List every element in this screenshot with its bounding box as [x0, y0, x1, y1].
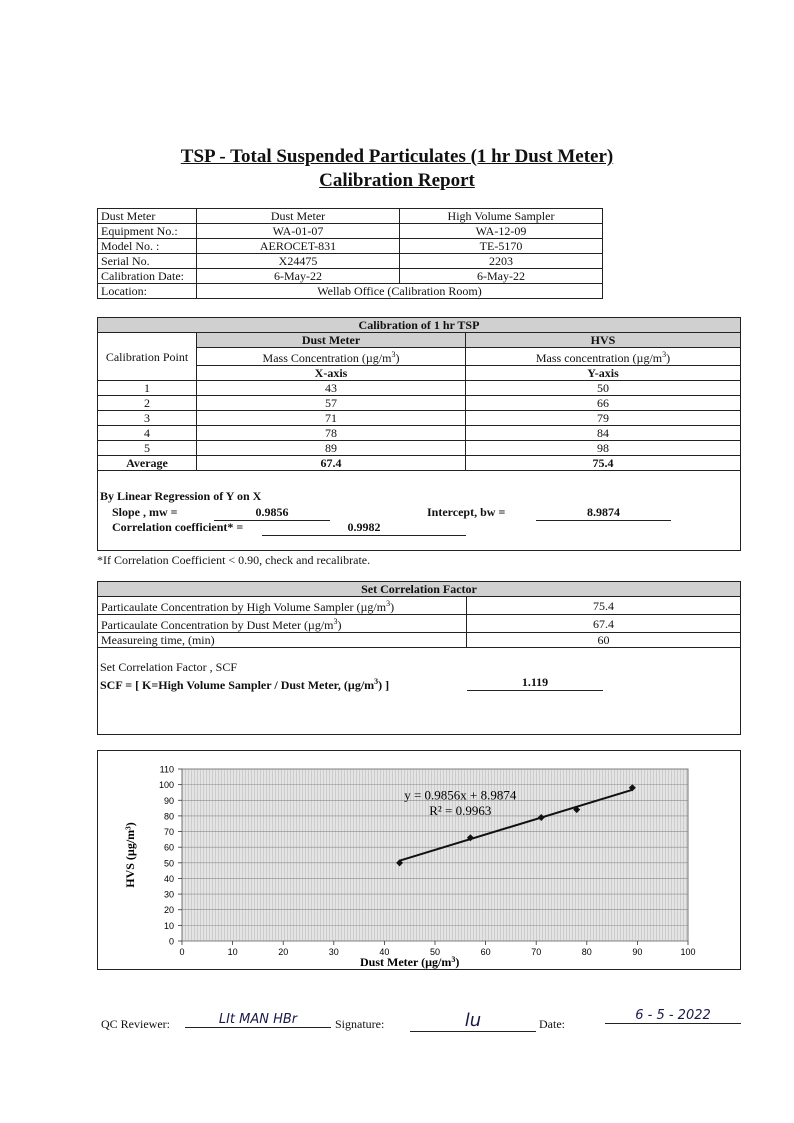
x-tick-label: 0 — [179, 947, 185, 957]
table-row — [98, 396, 741, 411]
table-cell: Dust Meter — [98, 209, 197, 224]
y-axis-label: Y-axis — [466, 366, 741, 381]
x-tick-label: 100 — [680, 947, 696, 957]
table-cell: 2 — [98, 396, 197, 411]
table-cell: Dust Meter — [197, 209, 400, 224]
x-tick-label: 20 — [278, 947, 289, 957]
y-tick-label: 110 — [159, 764, 174, 775]
table-row — [98, 633, 741, 648]
x-tick-label: 30 — [328, 947, 339, 957]
table-row — [98, 597, 741, 615]
qc-reviewer-label: QC Reviewer: — [101, 1017, 170, 1031]
y-tick-label: 20 — [163, 905, 174, 916]
table-row — [98, 269, 603, 284]
table-cell: 5 — [98, 441, 197, 456]
intercept-value: 8.9874 — [536, 505, 671, 521]
table-cell: 71 — [197, 411, 466, 426]
table-cell: 1 — [98, 381, 197, 396]
table-cell: 4 — [98, 426, 197, 441]
x-tick-label: 50 — [429, 947, 441, 957]
scf-table — [97, 581, 741, 648]
table-cell: WA-01-07 — [197, 224, 400, 239]
table-row — [98, 284, 603, 299]
date-label: Date: — [539, 1017, 565, 1031]
location-label: Location: — [98, 284, 197, 299]
date-value: 6 - 5 - 2022 — [605, 1008, 741, 1024]
table-cell: Equipment No.: — [98, 224, 197, 239]
table-cell: 60 — [467, 633, 741, 648]
slope-label: Slope , mw = — [112, 505, 178, 519]
table-cell: WA-12-09 — [400, 224, 603, 239]
y-tick-label: 70 — [163, 827, 174, 838]
calibration-table — [97, 317, 741, 471]
report-subtitle: Calibration Report — [319, 170, 475, 191]
x-tick-label: 90 — [632, 947, 643, 957]
qc-reviewer-value: LIt MAN HBr — [185, 1012, 331, 1028]
intercept-label: Intercept, bw = — [427, 505, 506, 519]
calibration-title: Calibration of 1 hr TSP — [98, 318, 741, 333]
dust-meter-header: Dust Meter — [197, 333, 466, 348]
y-tick-label: 50 — [163, 858, 174, 869]
table-row — [98, 426, 741, 441]
table-cell: AEROCET-831 — [197, 239, 400, 254]
table-cell: 3 — [98, 411, 197, 426]
table-cell: Calibration Date: — [98, 269, 197, 284]
table-cell: 6-May-22 — [197, 269, 400, 284]
table-cell: Particaulate Concentration by Dust Meter $(\mu g/m^3)$ — [98, 615, 467, 633]
x-tick-label: 80 — [581, 947, 592, 957]
scf-title: Set Correlation Factor — [98, 582, 741, 597]
table-cell: Model No. : — [98, 239, 197, 254]
footnote: *If Correlation Coefficient < 0.90, check and recalibrate. — [97, 553, 371, 567]
table-cell: X24475 — [197, 254, 400, 269]
table-row — [98, 254, 603, 269]
scf-section — [97, 581, 741, 735]
table-cell: 57 — [197, 396, 466, 411]
y-tick-label: 40 — [163, 873, 174, 884]
hvs-header: HVS — [466, 333, 741, 348]
table-row — [98, 411, 741, 426]
table-row — [98, 582, 741, 597]
location-value: Wellab Office (Calibration Room) — [197, 284, 603, 299]
scf-label: Set Correlation Factor , SCF — [100, 660, 237, 674]
table-cell: 66 — [466, 396, 741, 411]
table-cell: 89 — [197, 441, 466, 456]
slope-value: 0.9856 — [214, 505, 330, 521]
y-tick-label: 60 — [163, 842, 174, 853]
table-cell: 78 — [197, 426, 466, 441]
calibration-point-header: Calibration Point — [98, 333, 197, 381]
table-row — [98, 333, 741, 348]
x-tick-label: 10 — [227, 947, 238, 957]
calibration-chart — [98, 751, 740, 969]
hvs-unit: Mass concentration $(\mu g/m^3)$ — [466, 348, 741, 366]
table-cell: High Volume Sampler — [400, 209, 603, 224]
regression-heading: By Linear Regression of Y on X — [100, 489, 262, 503]
table-row — [98, 318, 741, 333]
table-cell: 2203 — [400, 254, 603, 269]
signature-label: Signature: — [335, 1017, 385, 1031]
x-tick-label: 70 — [531, 947, 542, 957]
x-tick-label: 40 — [379, 947, 390, 957]
y-tick-label: 100 — [158, 780, 174, 791]
table-row — [98, 615, 741, 633]
x-axis-title: Dust Meter $(\mu g/m^3)$ — [360, 954, 460, 969]
table-row — [98, 441, 741, 456]
scf-formula: SCF = [ K=High Volume Sampler / Dust Meter, $(\mu g/m^3)$ ] — [100, 677, 390, 692]
table-cell: Particaulate Concentration by High Volume Sampler $(\mu g/m^3)$ — [98, 597, 467, 615]
y-axis-title: HVS (µg/m³) — [123, 822, 137, 888]
table-row — [98, 456, 741, 471]
table-cell: 84 — [466, 426, 741, 441]
y-ticks — [159, 765, 182, 947]
chart-frame — [97, 750, 741, 970]
y-tick-label: 10 — [163, 920, 174, 931]
average-label: Average — [98, 456, 197, 471]
table-cell: Serial No. — [98, 254, 197, 269]
table-cell: 50 — [466, 381, 741, 396]
table-cell: 79 — [466, 411, 741, 426]
r-squared: R² = 0.9963 — [429, 802, 492, 818]
signature-value: lu — [410, 1010, 536, 1032]
x-axis-label: X-axis — [197, 366, 466, 381]
y-tick-label: 90 — [163, 795, 174, 806]
dust-meter-unit: Mass Concentration $(\mu g/m^3)$ — [197, 348, 466, 366]
average-x: 67.4 — [197, 456, 466, 471]
table-row — [98, 239, 603, 254]
correlation-label: Correlation coefficient* = — [112, 520, 244, 534]
y-tick-label: 30 — [163, 889, 174, 900]
table-row — [98, 209, 603, 224]
table-cell: 6-May-22 — [400, 269, 603, 284]
equipment-table — [97, 208, 603, 299]
table-row — [98, 381, 741, 396]
correlation-value: 0.9982 — [262, 520, 466, 536]
table-cell: 75.4 — [467, 597, 741, 615]
y-tick-label: 0 — [168, 936, 174, 947]
table-cell: Measureing time, (min) — [98, 633, 467, 648]
average-y: 75.4 — [466, 456, 741, 471]
scf-value: 1.119 — [467, 675, 603, 691]
table-cell: 98 — [466, 441, 741, 456]
x-tick-label: 60 — [480, 947, 491, 957]
table-cell: 43 — [197, 381, 466, 396]
y-tick-label: 80 — [163, 811, 174, 822]
table-cell: 67.4 — [467, 615, 741, 633]
trendline-equation: y = 0.9856x + 8.9874 — [404, 787, 517, 803]
table-row — [98, 224, 603, 239]
report-title: TSP - Total Suspended Particulates (1 hr Dust Meter) — [180, 146, 614, 167]
table-cell: TE-5170 — [400, 239, 603, 254]
